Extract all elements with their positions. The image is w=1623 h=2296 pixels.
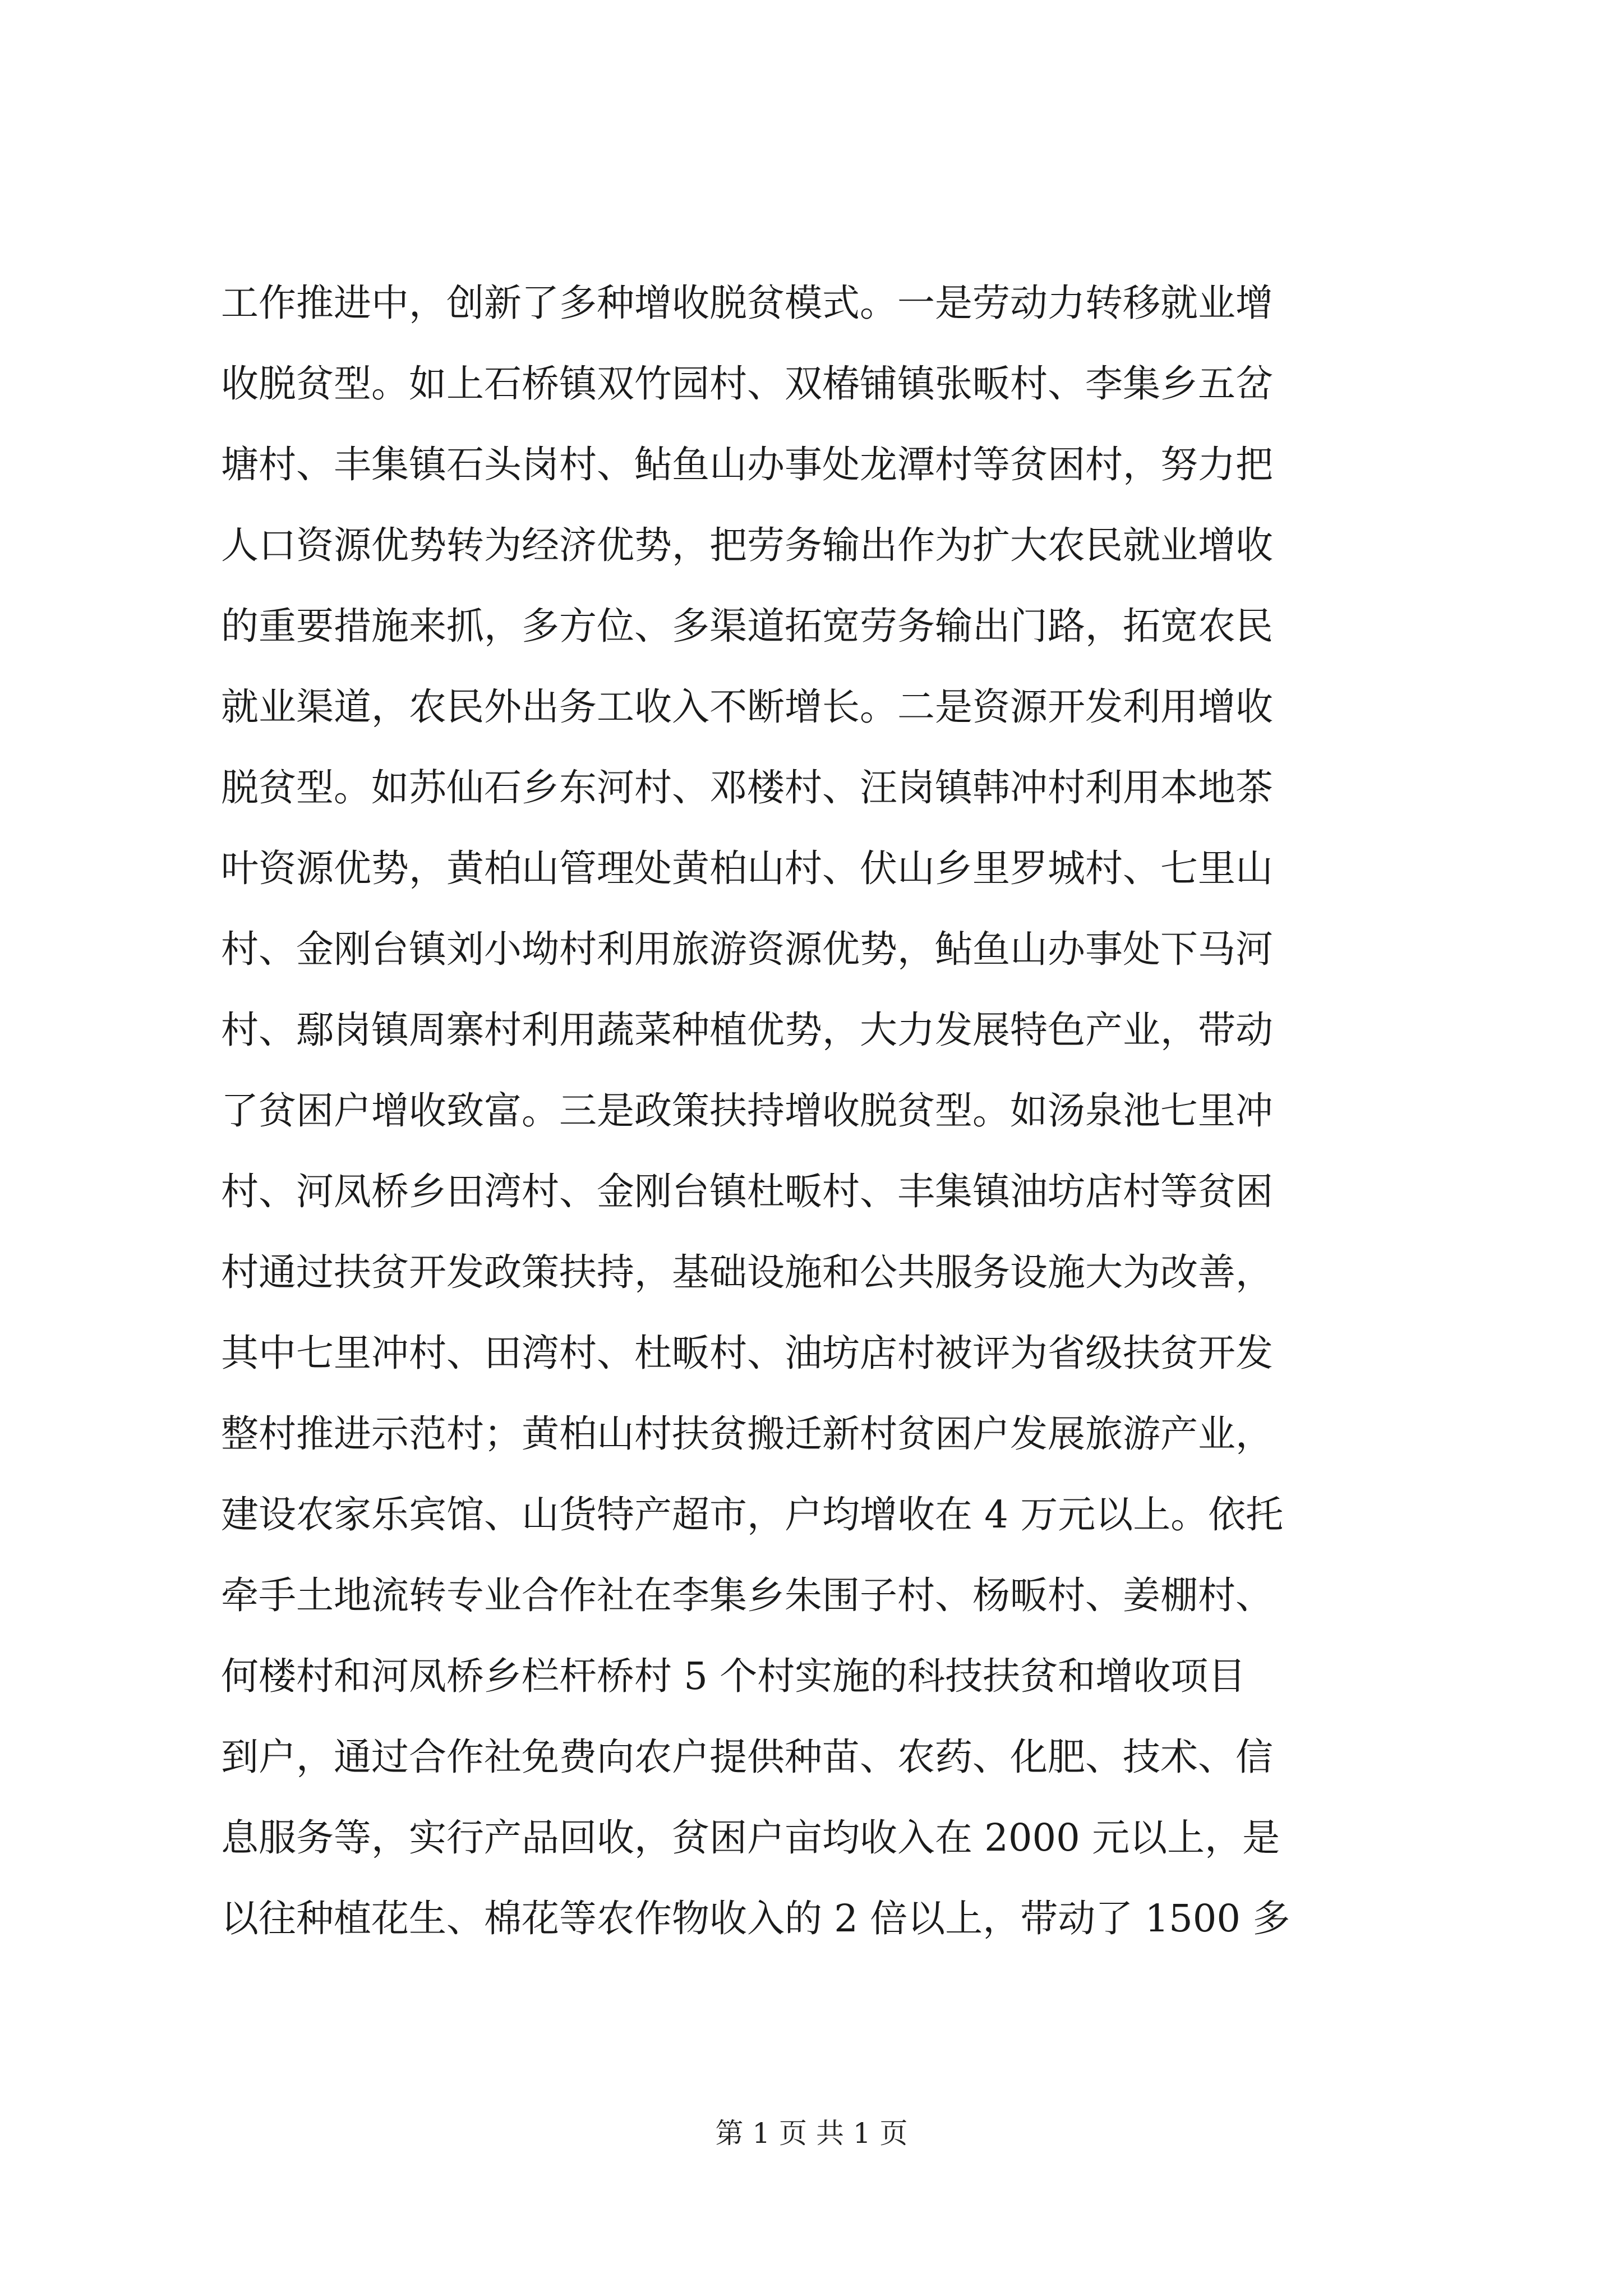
page-number-label: 第 1 页 共 1 页 bbox=[715, 2117, 908, 2150]
text-line: 了贫困户增收致富。三是政策扶持增收脱贫型。如汤泉池七里冲 bbox=[221, 1089, 1273, 1133]
text-line: 整村推进示范村；黄柏山村扶贫搬迁新村贫困户发展旅游产业， bbox=[221, 1412, 1273, 1456]
text-line: 村、河凤桥乡田湾村、金刚台镇杜畈村、丰集镇油坊店村等贫困 bbox=[221, 1170, 1273, 1213]
text-line: 塘村、丰集镇石头岗村、鲇鱼山办事处龙潭村等贫困村，努力把 bbox=[221, 443, 1273, 486]
text-line: 就业渠道，农民外出务工收入不断增长。二是资源开发利用增收 bbox=[221, 685, 1273, 729]
text-line: 收脱贫型。如上石桥镇双竹园村、双椿铺镇张畈村、李集乡五岔 bbox=[221, 362, 1273, 406]
text-line: 脱贫型。如苏仙石乡东河村、邓楼村、汪岗镇韩冲村利用本地茶 bbox=[221, 766, 1273, 809]
text-line: 的重要措施来抓，多方位、多渠道拓宽劳务输出门路，拓宽农民 bbox=[221, 604, 1273, 648]
text-line: 到户，通过合作社免费向农户提供种苗、农药、化肥、技术、信 bbox=[221, 1735, 1273, 1779]
text-line: 人口资源优势转为经济优势，把劳务输出作为扩大农民就业增收 bbox=[221, 523, 1273, 567]
text-line: 其中七里冲村、田湾村、杜畈村、油坊店村被评为省级扶贫开发 bbox=[221, 1331, 1273, 1375]
text-line: 以往种植花生、棉花等农作物收入的 2 倍以上，带动了 1500 多 bbox=[221, 1897, 1290, 1940]
page-footer bbox=[0, 2114, 1623, 2153]
text-line: 工作推进中，创新了多种增收脱贫模式。一是劳动力转移就业增 bbox=[221, 281, 1273, 325]
text-line: 息服务等，实行产品回收，贫困户亩均收入在 2000 元以上，是 bbox=[221, 1816, 1280, 1860]
text-line: 建设农家乐宾馆、山货特产超市，户均增收在 4 万元以上。依托 bbox=[221, 1493, 1284, 1536]
text-line: 村、鄢岗镇周寨村利用蔬菜种植优势，大力发展特色产业，带动 bbox=[221, 1008, 1273, 1052]
text-line: 牵手土地流转专业合作社在李集乡朱围子村、杨畈村、姜棚村、 bbox=[221, 1573, 1273, 1617]
text-line: 村、金刚台镇刘小坳村利用旅游资源优势，鲇鱼山办事处下马河 bbox=[221, 927, 1273, 971]
text-line: 叶资源优势，黄柏山管理处黄柏山村、伏山乡里罗城村、七里山 bbox=[221, 846, 1273, 890]
text-line: 何楼村和河凤桥乡栏杆桥村 5 个村实施的科技扶贫和增收项目 bbox=[221, 1654, 1246, 1698]
text-line: 村通过扶贫开发政策扶持，基础设施和公共服务设施大为改善， bbox=[221, 1250, 1273, 1294]
